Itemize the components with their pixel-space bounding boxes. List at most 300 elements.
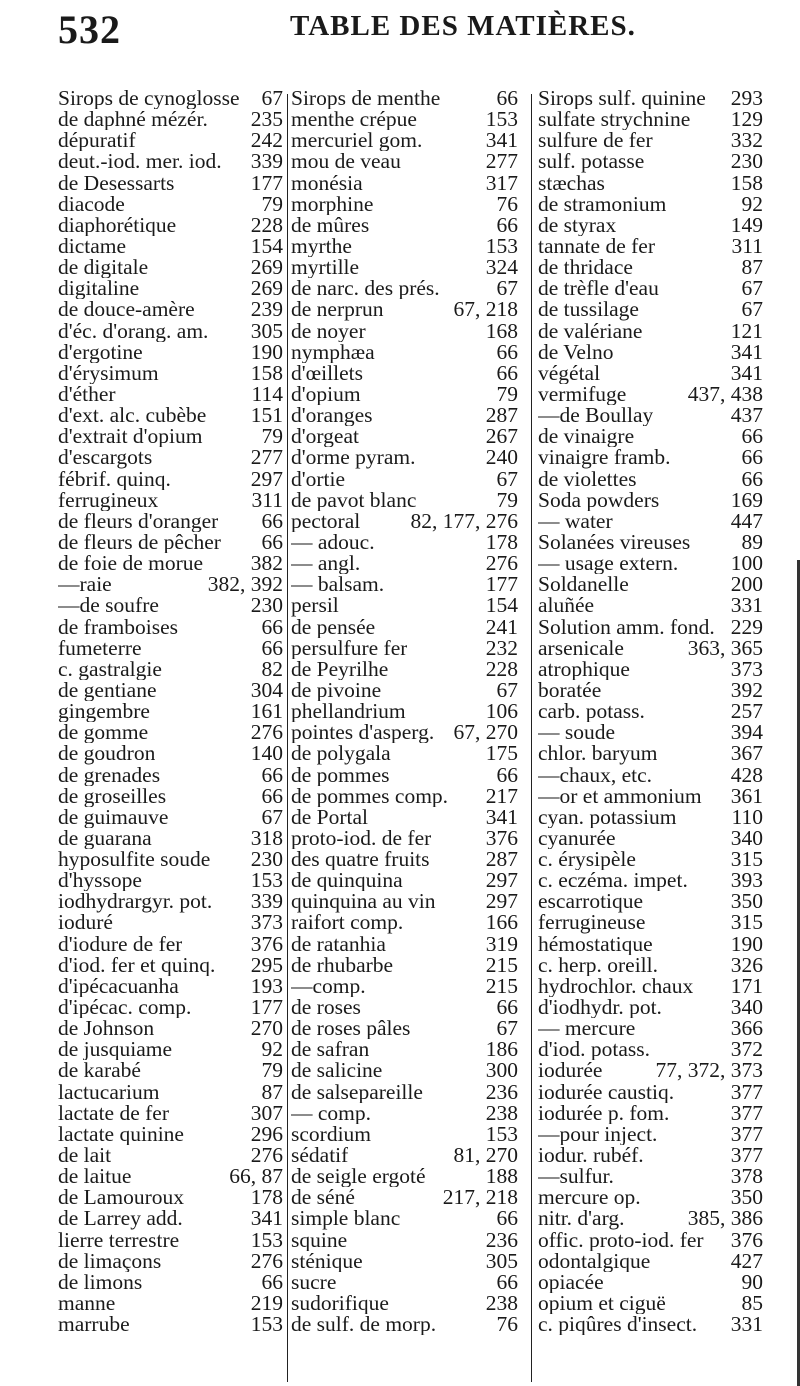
index-entry (538, 318, 763, 343)
entry-pages: 67 (496, 677, 518, 702)
index-entry (291, 151, 518, 172)
index-entry (538, 1314, 763, 1335)
entry-term: de guimauve (58, 806, 169, 828)
index-entry (58, 825, 283, 850)
entry-pages: 67 (741, 276, 763, 301)
index-entry (58, 614, 283, 639)
index-entry (291, 997, 518, 1018)
entry-term: de foie de morue (58, 553, 204, 575)
index-entry (538, 1227, 763, 1252)
entry-term: ferrugineux (58, 489, 159, 511)
entry-pages: 129 (730, 107, 763, 132)
entry-pages: 153 (485, 1121, 518, 1146)
entry-term: —de Boullay (538, 405, 654, 427)
index-entry (58, 508, 283, 533)
entry-pages: 377 (730, 1079, 763, 1104)
index-entry (538, 1145, 763, 1166)
entry-pages: 215 (485, 973, 518, 998)
index-entry (538, 931, 763, 956)
entry-term: de ratanhia (291, 933, 386, 955)
entry-pages: 66 (261, 508, 283, 533)
index-entry (291, 1079, 518, 1104)
entry-term: digitaline (58, 278, 140, 300)
entry-pages: 79 (261, 1058, 283, 1083)
index-entry (538, 997, 763, 1018)
entry-term: végétal (538, 362, 601, 384)
entry-term: c. eczéma. impet. (538, 870, 688, 892)
entry-term: mou de veau (291, 151, 401, 173)
entry-pages: 326 (730, 952, 763, 977)
entry-pages: 241 (485, 614, 518, 639)
entry-term: vinaigre framb. (538, 447, 671, 469)
entry-pages: 240 (485, 445, 518, 470)
entry-term: myrthe (291, 235, 352, 258)
entry-term: de violettes (538, 468, 637, 490)
index-entry (291, 278, 518, 299)
index-entry (291, 487, 518, 512)
entry-term: — usage extern. (538, 553, 679, 575)
index-entry (291, 891, 518, 912)
entry-pages: 287 (485, 403, 518, 428)
entry-term: escarrotique (538, 891, 644, 913)
index-entry (291, 405, 518, 426)
index-entry (538, 170, 763, 195)
entry-pages: 276 (250, 1248, 283, 1273)
entry-term: atrophique (538, 658, 630, 680)
index-entry (538, 1166, 763, 1187)
entry-pages: 67 (261, 86, 283, 110)
index-entry (538, 973, 763, 998)
index-entry (538, 447, 763, 468)
entry-term: de groseilles (58, 785, 167, 807)
entry-pages: 236 (485, 1227, 518, 1252)
entry-term: sulfure de fer (538, 130, 653, 152)
index-entry (58, 1145, 283, 1166)
index-entry (538, 1187, 763, 1208)
entry-term: Solution amm. fond. (538, 616, 715, 638)
index-entry (58, 170, 283, 195)
entry-pages: 66 (496, 339, 518, 364)
entry-term: quinquina au vin (291, 891, 436, 913)
entry-term: — balsam. (291, 574, 385, 596)
index-entry (538, 1269, 763, 1294)
entry-term: c. gastralgie (58, 658, 162, 680)
entry-pages: 318 (250, 825, 283, 850)
entry-pages: 114 (251, 381, 283, 406)
index-entry (291, 743, 518, 764)
index-entry (538, 1039, 763, 1060)
index-entry (58, 487, 283, 512)
entry-pages: 377 (730, 1100, 763, 1125)
entry-term: de jusquiame (58, 1039, 173, 1061)
entry-pages: 77, 372, 373 (655, 1058, 763, 1083)
entry-pages: 293 (730, 86, 763, 110)
entry-pages: 140 (250, 741, 283, 766)
entry-pages: 437 (730, 403, 763, 428)
entry-term: de pavot blanc (291, 489, 417, 511)
entry-pages: 66 (496, 212, 518, 237)
entry-pages: 372 (730, 1037, 763, 1062)
entry-term: proto-iod. de fer (291, 827, 432, 850)
index-entry (58, 804, 283, 829)
entry-term: marrube (58, 1314, 130, 1336)
index-entry (538, 360, 763, 385)
index-entry (538, 405, 763, 426)
index-entry (538, 1208, 763, 1229)
index-entry (58, 1227, 283, 1252)
entry-pages: 339 (250, 149, 283, 174)
entry-term: de styrax (538, 214, 617, 236)
entry-term: de pivoine (291, 679, 382, 702)
entry-pages: 66 (496, 995, 518, 1020)
entry-term: gingembre (58, 701, 150, 723)
index-entry (58, 1079, 283, 1104)
entry-term: iodur. rubéf. (538, 1145, 644, 1167)
page-header (0, 6, 800, 66)
entry-pages: 153 (250, 1227, 283, 1252)
index-entry (58, 1039, 283, 1060)
entry-pages: 296 (250, 1121, 283, 1146)
index-entry (291, 257, 518, 278)
entry-pages: 200 (730, 572, 763, 597)
entry-term: de polygala (291, 743, 391, 765)
index-entry (58, 1060, 283, 1081)
entry-pages: 297 (485, 868, 518, 893)
entry-pages: 66 (496, 360, 518, 385)
entry-term: deut.-iod. mer. iod. (58, 151, 222, 173)
entry-pages: 67, 270 (453, 720, 518, 745)
entry-term: de framboises (58, 616, 179, 638)
entry-pages: 276 (250, 1143, 283, 1168)
index-entry (538, 529, 763, 554)
entry-term: raifort comp. (291, 912, 404, 934)
index-entry (58, 870, 283, 891)
entry-term: carb. potass. (538, 701, 645, 723)
index-entry (291, 109, 518, 130)
index-entry (291, 191, 518, 216)
entry-pages: 66 (261, 762, 283, 787)
index-entry (538, 1121, 763, 1146)
index-entry (538, 1079, 763, 1104)
index-entry (291, 722, 518, 743)
index-entry (538, 722, 763, 743)
index-entry (538, 677, 763, 702)
entry-pages: 305 (485, 1248, 518, 1273)
entry-term: de gentiane (58, 679, 157, 702)
entry-term: d'oranges (291, 405, 373, 427)
entry-pages: 178 (485, 529, 518, 554)
entry-pages: 67 (496, 276, 518, 301)
index-entry (538, 635, 763, 660)
index-entry (538, 299, 763, 320)
entry-term: — angl. (291, 553, 361, 575)
entry-pages: 378 (730, 1164, 763, 1189)
entry-term: d'ext. alc. cubèbe (58, 405, 207, 427)
index-entry (58, 1248, 283, 1273)
entry-term: mercuriel gom. (291, 130, 423, 152)
entry-term: de guarana (58, 827, 152, 850)
entry-pages: 361 (730, 783, 763, 808)
entry-term: sténique (291, 1250, 363, 1272)
index-column-1 (58, 88, 283, 1335)
index-entry (538, 804, 763, 829)
entry-term: lactate de fer (58, 1102, 169, 1124)
entry-pages: 67 (261, 804, 283, 829)
index-entry (291, 762, 518, 787)
index-entry (58, 912, 283, 933)
entry-pages: 300 (485, 1058, 518, 1083)
index-entry (538, 278, 763, 299)
index-entry (291, 553, 518, 574)
entry-pages: 341 (250, 1206, 283, 1231)
entry-term: de rhubarbe (291, 954, 394, 976)
entry-pages: 85 (741, 1291, 763, 1316)
index-entry (291, 1060, 518, 1081)
index-entry (291, 170, 518, 195)
index-entry (538, 191, 763, 216)
entry-term: c. herp. oreill. (538, 954, 658, 976)
index-entry (538, 952, 763, 977)
entry-pages: 81, 270 (453, 1143, 518, 1168)
index-entry (58, 191, 283, 216)
index-entry (291, 1121, 518, 1146)
index-entry (291, 508, 518, 533)
entry-term: de pommes (291, 764, 390, 786)
index-entry (58, 1121, 283, 1146)
entry-pages: 232 (485, 635, 518, 660)
entry-term: iodhydrargyr. pot. (58, 891, 213, 913)
entry-pages: 287 (485, 847, 518, 872)
entry-term: de grenades (58, 764, 161, 786)
index-entry (58, 109, 283, 130)
entry-pages: 66 (741, 424, 763, 449)
index-entry (291, 1100, 518, 1125)
index-entry (58, 656, 283, 681)
entry-pages: 350 (730, 889, 763, 914)
index-entry (538, 614, 763, 639)
entry-term: de nerprun (291, 299, 384, 321)
entry-pages: 66 (261, 635, 283, 660)
entry-term: de lait (58, 1145, 112, 1167)
entry-term: d'extrait d'opium (58, 426, 203, 448)
entry-term: hydrochlor. chaux (538, 975, 694, 998)
entry-term: ferrugineuse (538, 912, 646, 934)
entry-term: de digitale (58, 257, 149, 279)
entry-pages: 297 (250, 466, 283, 491)
entry-pages: 376 (250, 931, 283, 956)
index-entry (538, 109, 763, 130)
entry-pages: 269 (250, 276, 283, 301)
entry-pages: 392 (730, 677, 763, 702)
index-entry (291, 299, 518, 320)
index-entry (58, 339, 283, 364)
index-entry (58, 553, 283, 574)
entry-term: cyan. potassium (538, 806, 677, 828)
entry-pages: 121 (730, 318, 763, 343)
index-entry (58, 677, 283, 702)
entry-pages: 307 (250, 1100, 283, 1125)
index-entry (58, 88, 283, 109)
entry-pages: 171 (730, 973, 763, 998)
index-entry (538, 487, 763, 512)
entry-pages: 447 (730, 508, 763, 533)
index-entry (58, 849, 283, 870)
entry-pages: 177 (250, 995, 283, 1020)
entry-term: ioduré (58, 912, 113, 934)
entry-pages: 66 (741, 445, 763, 470)
entry-term: d'hyssope (58, 870, 142, 892)
entry-term: diaphorétique (58, 214, 177, 236)
entry-term: manne (58, 1293, 116, 1315)
entry-pages: 219 (250, 1291, 283, 1316)
entry-pages: 377 (730, 1143, 763, 1168)
entry-pages: 188 (485, 1164, 518, 1189)
entry-pages: 79 (496, 381, 518, 406)
entry-term: — water (538, 510, 613, 532)
entry-term: —de soufre (58, 595, 159, 617)
entry-term: cyanurée (538, 827, 616, 850)
entry-pages: 153 (485, 107, 518, 132)
entry-pages: 153 (250, 1312, 283, 1337)
entry-term: phellandrium (291, 701, 406, 723)
index-entry (58, 529, 283, 554)
index-entry (291, 318, 518, 343)
index-entry (538, 553, 763, 574)
entry-term: —comp. (291, 975, 366, 998)
index-entry (291, 1187, 518, 1208)
index-entry (291, 1248, 518, 1273)
entry-pages: 311 (251, 487, 283, 512)
entry-pages: 257 (730, 699, 763, 724)
entry-pages: 341 (730, 339, 763, 364)
entry-term: diacode (58, 193, 125, 215)
entry-pages: 66 (496, 86, 518, 110)
entry-pages: 161 (250, 699, 283, 724)
index-entry (291, 1018, 518, 1039)
index-entry (538, 88, 763, 109)
entry-pages: 158 (730, 170, 763, 195)
index-entry (291, 825, 518, 850)
entry-term: —chaux, etc. (538, 764, 653, 786)
entry-pages: 67 (496, 466, 518, 491)
entry-pages: 90 (741, 1269, 763, 1294)
entry-pages: 151 (250, 403, 283, 428)
entry-pages: 367 (730, 741, 763, 766)
entry-term: d'iodure de fer (58, 933, 183, 955)
entry-term: vermifuge (538, 383, 627, 406)
entry-pages: 341 (485, 804, 518, 829)
entry-pages: 186 (485, 1037, 518, 1062)
index-entry (58, 1208, 283, 1229)
entry-pages: 393 (730, 868, 763, 893)
index-entry (538, 151, 763, 172)
index-entry (538, 1293, 763, 1314)
entry-term: hyposulfite soude (58, 849, 211, 871)
entry-pages: 66 (496, 1206, 518, 1231)
entry-term: d'iod. fer et quinq. (58, 954, 216, 976)
entry-term: de quinquina (291, 870, 403, 892)
index-entry (538, 891, 763, 912)
index-entry (291, 870, 518, 891)
entry-term: simple blanc (291, 1208, 401, 1230)
index-entry (58, 1293, 283, 1314)
index-entry (291, 635, 518, 660)
entry-term: dictame (58, 235, 127, 258)
index-entry (58, 701, 283, 722)
entry-pages: 79 (496, 487, 518, 512)
entry-term: offic. proto-iod. fer (538, 1229, 704, 1251)
index-entry (291, 1293, 518, 1314)
entry-pages: 158 (250, 360, 283, 385)
entry-term: de gomme (58, 722, 149, 744)
entry-term: —pour inject. (538, 1123, 658, 1146)
entry-pages: 305 (250, 318, 283, 343)
entry-pages: 238 (485, 1100, 518, 1125)
entry-pages: 229 (730, 614, 763, 639)
entry-pages: 376 (485, 825, 518, 850)
index-entry (58, 1166, 283, 1187)
entry-term: —raie (58, 574, 112, 596)
entry-pages: 66 (261, 529, 283, 554)
entry-term: —or et ammonium (538, 785, 702, 807)
page-number: 532 (58, 7, 121, 52)
entry-term: sulfate strychnine (538, 109, 691, 131)
entry-term: morphine (291, 193, 374, 215)
entry-term: de Desessarts (58, 172, 175, 194)
entry-pages: 382 (250, 551, 283, 576)
index-entry (538, 574, 763, 595)
entry-pages: 340 (730, 995, 763, 1020)
entry-pages: 331 (730, 593, 763, 618)
index-entry (538, 212, 763, 237)
index-entry (291, 1314, 518, 1335)
entry-pages: 178 (250, 1185, 283, 1210)
index-entry (538, 466, 763, 491)
index-entry (538, 656, 763, 681)
entry-term: nymphæa (291, 341, 375, 363)
entry-term: — soude (538, 722, 616, 744)
entry-pages: 154 (250, 233, 283, 258)
entry-term: chlor. baryum (538, 743, 658, 765)
entry-pages: 228 (485, 656, 518, 681)
index-entry (58, 278, 283, 299)
entry-pages: 315 (730, 847, 763, 872)
entry-term: de karabé (58, 1060, 141, 1082)
entry-term: sulf. potasse (538, 151, 645, 173)
index-entry (538, 130, 763, 151)
entry-term: de pommes comp. (291, 785, 449, 807)
entry-pages: 169 (730, 487, 763, 512)
entry-pages: 277 (485, 149, 518, 174)
entry-term: des quatre fruits (291, 849, 430, 871)
entry-term: de narc. des prés. (291, 278, 440, 300)
entry-pages: 92 (261, 1037, 283, 1062)
entry-term: — adouc. (291, 531, 375, 554)
entry-pages: 66 (261, 783, 283, 808)
entry-pages: 319 (485, 931, 518, 956)
entry-pages: 276 (485, 551, 518, 576)
entry-term: stæchas (538, 172, 605, 194)
entry-pages: 331 (730, 1312, 763, 1337)
index-entry (291, 233, 518, 258)
entry-term: de trèfle d'eau (538, 278, 659, 300)
index-entry (538, 339, 763, 364)
entry-pages: 228 (250, 212, 283, 237)
entry-term: lactate quinine (58, 1123, 184, 1146)
index-entry (58, 1187, 283, 1208)
entry-pages: 76 (496, 1312, 518, 1337)
entry-term: de Velno (538, 341, 614, 363)
